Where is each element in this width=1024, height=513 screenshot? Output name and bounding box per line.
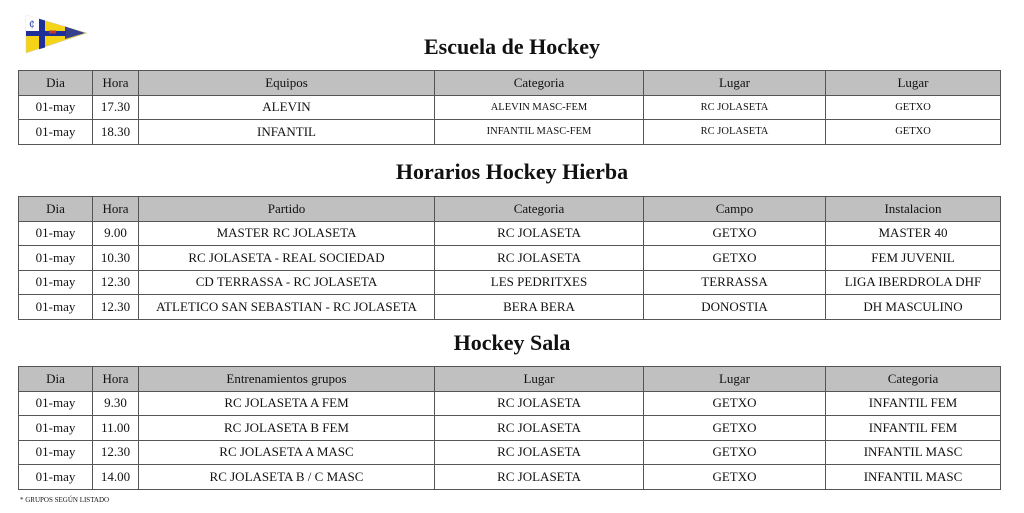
column-header: Instalacion: [826, 197, 1001, 222]
column-header: Partido: [139, 197, 435, 222]
table-cell: INFANTIL FEM: [826, 416, 1001, 441]
table-cell: 12.30: [93, 440, 139, 465]
table-cell: RC JOLASETA: [644, 95, 826, 120]
table-cell: LIGA IBERDROLA DHF: [826, 270, 1001, 295]
table-cell: 01-may: [19, 270, 93, 295]
section-title: Hockey Sala: [453, 330, 571, 355]
table-cell: 01-may: [19, 221, 93, 246]
table-cell: 01-may: [19, 416, 93, 441]
column-header: Entrenamientos grupos: [139, 367, 435, 392]
table-cell: 12.30: [93, 270, 139, 295]
column-header: Hora: [93, 367, 139, 392]
table-cell: 18.30: [93, 120, 139, 145]
table-row: [19, 391, 1001, 416]
column-header: Lugar: [644, 367, 826, 392]
table-cell: GETXO: [644, 416, 826, 441]
schedule-table: [18, 196, 1001, 320]
table-cell: MASTER RC JOLASETA: [139, 221, 435, 246]
table-row: [19, 270, 1001, 295]
table-cell: CD TERRASSA - RC JOLASETA: [139, 270, 435, 295]
table-cell: 01-may: [19, 295, 93, 320]
table-cell: RC JOLASETA B / C MASC: [139, 465, 435, 490]
column-header: Dia: [19, 197, 93, 222]
table-cell: ATLETICO SAN SEBASTIAN - RC JOLASETA: [139, 295, 435, 320]
table-cell: 12.30: [93, 295, 139, 320]
section-title: Horarios Hockey Hierba: [395, 159, 629, 184]
section-title: Escuela de Hockey: [424, 34, 600, 59]
table-cell: BERA BERA: [435, 295, 644, 320]
table-cell: RC JOLASETA A FEM: [139, 391, 435, 416]
table-cell: RC JOLASETA A MASC: [139, 440, 435, 465]
table-cell: 11.00: [93, 416, 139, 441]
svg-text:₵: ₵: [29, 20, 35, 30]
column-header: Lugar: [826, 71, 1001, 96]
column-header: Lugar: [435, 367, 644, 392]
table-cell: 14.00: [93, 465, 139, 490]
table-cell: 01-may: [19, 246, 93, 271]
table-cell: GETXO: [644, 440, 826, 465]
footnote: * GRUPOS SEGÚN LISTADO: [20, 496, 110, 504]
table-cell: DONOSTIA: [644, 295, 826, 320]
table-cell: LES PEDRITXES: [435, 270, 644, 295]
column-header: Dia: [19, 367, 93, 392]
table-row: [19, 221, 1001, 246]
table-cell: INFANTIL: [139, 120, 435, 145]
table-row: [19, 440, 1001, 465]
schedule-table: [18, 366, 1001, 490]
table-row: [19, 465, 1001, 490]
table-cell: 10.30: [93, 246, 139, 271]
table-cell: GETXO: [644, 221, 826, 246]
table-row: [19, 95, 1001, 120]
table-cell: INFANTIL MASC: [826, 440, 1001, 465]
header-row: [19, 367, 1001, 392]
table-cell: RC JOLASETA: [435, 221, 644, 246]
schedule-table: [18, 70, 1001, 145]
header-row: [19, 71, 1001, 96]
column-header: Campo: [644, 197, 826, 222]
column-header: Equipos: [139, 71, 435, 96]
table-cell: GETXO: [826, 120, 1001, 145]
table-cell: RC JOLASETA: [644, 120, 826, 145]
table-row: [19, 416, 1001, 441]
table-cell: 01-may: [19, 465, 93, 490]
header-row: [19, 197, 1001, 222]
table-cell: RC JOLASETA - REAL SOCIEDAD: [139, 246, 435, 271]
table-row: [19, 295, 1001, 320]
table-cell: 01-may: [19, 120, 93, 145]
table-cell: ALEVIN MASC-FEM: [435, 95, 644, 120]
table-cell: ALEVIN: [139, 95, 435, 120]
table-cell: INFANTIL FEM: [826, 391, 1001, 416]
table-cell: INFANTIL MASC: [826, 465, 1001, 490]
column-header: Hora: [93, 71, 139, 96]
table-row: [19, 246, 1001, 271]
column-header: Hora: [93, 197, 139, 222]
table-row: [19, 120, 1001, 145]
table-cell: GETXO: [644, 391, 826, 416]
table-cell: 01-may: [19, 440, 93, 465]
table-cell: RC JOLASETA B FEM: [139, 416, 435, 441]
table-cell: RC JOLASETA: [435, 465, 644, 490]
table-cell: RC JOLASETA: [435, 391, 644, 416]
column-header: Dia: [19, 71, 93, 96]
table-cell: GETXO: [644, 246, 826, 271]
table-cell: INFANTIL MASC-FEM: [435, 120, 644, 145]
table-cell: 01-may: [19, 391, 93, 416]
column-header: Categoria: [826, 367, 1001, 392]
table-cell: TERRASSA: [644, 270, 826, 295]
table-cell: GETXO: [826, 95, 1001, 120]
table-cell: 01-may: [19, 95, 93, 120]
table-cell: GETXO: [644, 465, 826, 490]
table-cell: FEM JUVENIL: [826, 246, 1001, 271]
column-header: Lugar: [644, 71, 826, 96]
table-cell: DH MASCULINO: [826, 295, 1001, 320]
table-cell: 9.30: [93, 391, 139, 416]
table-cell: RC JOLASETA: [435, 416, 644, 441]
table-cell: 17.30: [93, 95, 139, 120]
table-cell: RC JOLASETA: [435, 440, 644, 465]
table-cell: MASTER 40: [826, 221, 1001, 246]
column-header: Categoria: [435, 197, 644, 222]
table-cell: RC JOLASETA: [435, 246, 644, 271]
table-cell: 9.00: [93, 221, 139, 246]
column-header: Categoria: [435, 71, 644, 96]
